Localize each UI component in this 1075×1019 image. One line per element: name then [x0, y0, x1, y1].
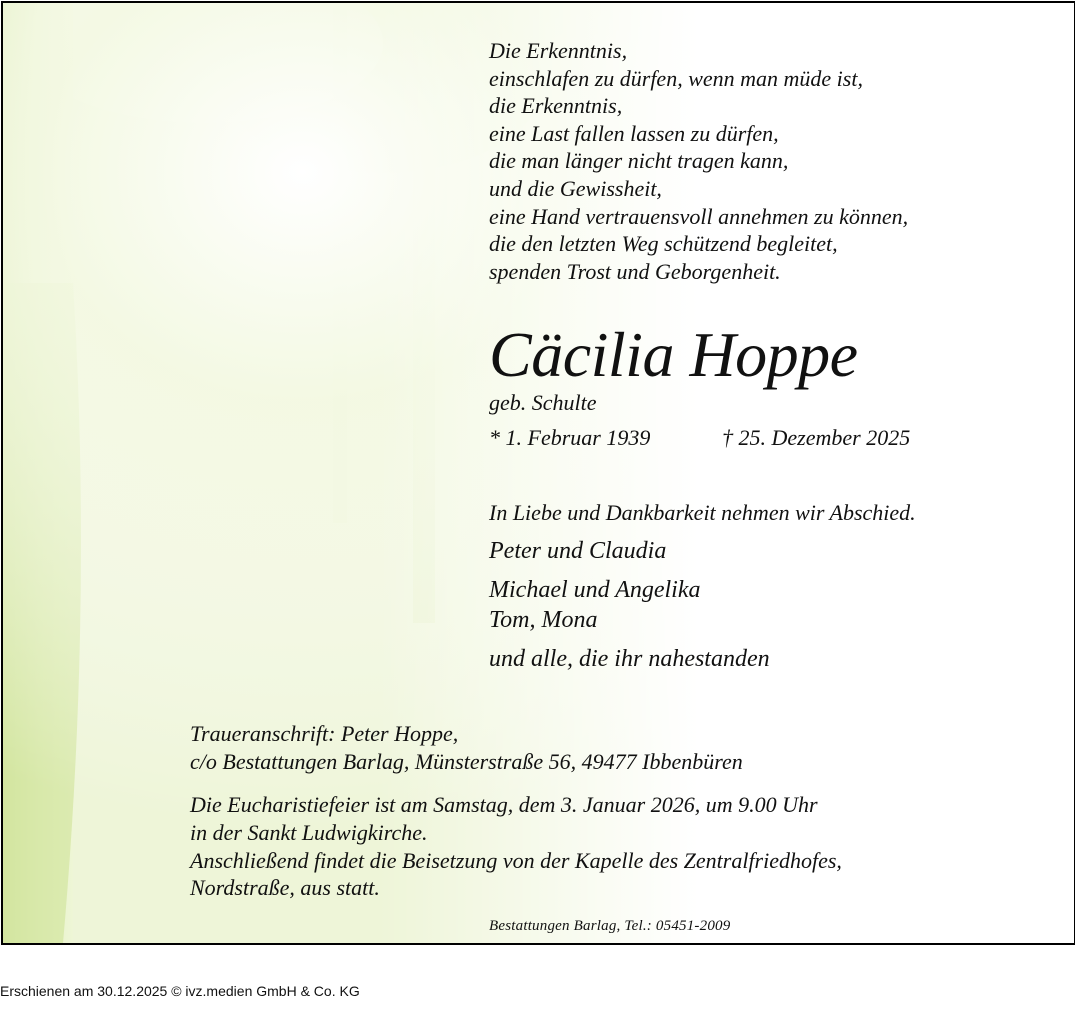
life-dates: [489, 424, 911, 452]
poem-line: eine Hand vertrauensvoll annehmen zu können,: [489, 203, 909, 229]
service-line: Nordstraße, aus statt.: [190, 875, 380, 901]
undertaker-credit: Bestattungen Barlag, Tel.: 05451-2009: [489, 918, 731, 934]
farewell-text: In Liebe und Dankbarkeit nehmen wir Abschied.: [489, 500, 916, 525]
mourner-line: und alle, die ihr nahestanden: [489, 646, 770, 672]
publication-footer: Erschienen am 30.12.2025 © ivz.medien GmbH & Co. KG: [0, 983, 360, 999]
poem-line: Die Erkenntnis,: [489, 38, 628, 63]
death-date: † 25. Dezember 2025: [722, 425, 911, 450]
service-info: [190, 791, 842, 902]
address-line: Traueranschrift: Peter Hoppe,: [190, 721, 459, 746]
poem-line: und die Gewissheit,: [489, 175, 662, 201]
poem-line: die Erkenntnis,: [489, 93, 623, 119]
obituary-notice: [1, 1, 1075, 945]
mourner-line: Michael und Angelika: [489, 577, 701, 603]
mourning-address: [190, 720, 743, 776]
poem-line: die den letzten Weg schützend begleitet,: [489, 231, 838, 257]
poem-line: die man länger nicht tragen kann,: [489, 148, 789, 174]
deceased-name: Cäcilia Hoppe: [489, 319, 858, 390]
birth-name: geb. Schulte: [489, 390, 597, 415]
poem-line: spenden Trost und Geborgenheit.: [489, 258, 781, 284]
service-line: Die Eucharistiefeier ist am Samstag, dem 3. Januar 2026, um 9.00 Uhr: [190, 792, 818, 817]
mourner-line: Tom, Mona: [489, 607, 598, 633]
poem-line: eine Last fallen lassen zu dürfen,: [489, 120, 779, 146]
address-line: c/o Bestattungen Barlag, Münsterstraße 56, 49477 Ibbenbüren: [190, 749, 743, 774]
poem: [489, 37, 908, 285]
birth-date: * 1. Februar 1939: [489, 425, 651, 450]
poem-line: einschlafen zu dürfen, wenn man müde ist,: [489, 65, 863, 91]
service-line: in der Sankt Ludwigkirche.: [190, 819, 428, 845]
mourner-line: Peter und Claudia: [489, 538, 667, 564]
service-line: Anschließend findet die Beisetzung von der Kapelle des Zentralfriedhofes,: [190, 847, 842, 873]
